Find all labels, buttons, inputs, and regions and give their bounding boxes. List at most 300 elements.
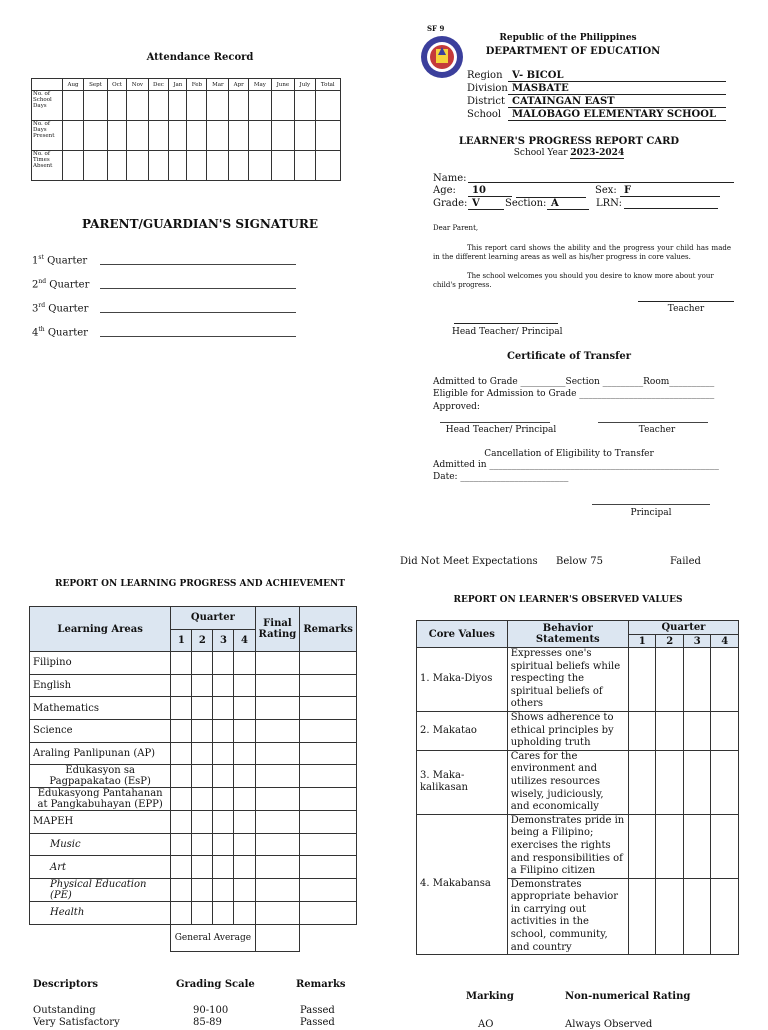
lp-subject-row — [30, 856, 357, 879]
attendance-row-label: No. of Days Present — [32, 121, 63, 151]
lp-grade-cell[interactable] — [255, 878, 300, 901]
age-label: Age: — [433, 185, 456, 196]
lp-quarter-4: 4 — [234, 629, 255, 652]
lp-grade-cell[interactable] — [171, 765, 192, 788]
lp-subject-name: MAPEH — [30, 811, 171, 834]
attendance-cell[interactable] — [127, 151, 148, 181]
grading-scale: 85-89 — [193, 1017, 222, 1028]
lp-subject-row — [30, 878, 357, 901]
attendance-cell[interactable] — [84, 91, 108, 121]
lp-grade-cell[interactable] — [300, 742, 357, 765]
division-value: MASBATE — [508, 83, 726, 95]
lp-grade-cell[interactable] — [192, 742, 213, 765]
lp-grade-cell[interactable] — [255, 833, 300, 856]
attendance-title: Attendance Record — [146, 52, 254, 63]
observed-values-table — [416, 620, 739, 955]
lrn-line[interactable] — [624, 208, 718, 209]
lp-general-average-label: General Average — [171, 924, 255, 951]
signature-quarter-word: Quarter — [49, 279, 90, 291]
sex-value: F — [620, 185, 720, 197]
signature-line[interactable] — [100, 336, 296, 337]
ov-behavior-statement: Cares for the environment and utilizes resources wisely, judiciously, and economically — [507, 750, 628, 814]
lp-subject-row — [30, 742, 357, 765]
attendance-cell[interactable] — [169, 91, 187, 121]
attendance-cell[interactable] — [107, 91, 126, 121]
attendance-cell[interactable] — [63, 121, 84, 151]
signature-quarter-label — [32, 302, 88, 314]
signature-quarter-word: Quarter — [48, 303, 89, 315]
lp-grade-cell[interactable] — [234, 856, 255, 879]
attendance-cell[interactable] — [229, 91, 249, 121]
department-text: DEPARTMENT OF EDUCATION — [485, 46, 661, 57]
attendance-cell[interactable] — [271, 151, 294, 181]
cancellation-admitted-in: Admitted in ___________________________________________________ — [433, 460, 719, 470]
lp-grade-cell[interactable] — [213, 811, 234, 834]
lp-grade-cell[interactable] — [192, 878, 213, 901]
lp-grade-cell[interactable] — [192, 833, 213, 856]
ov-body — [417, 648, 739, 955]
lp-grade-cell[interactable] — [300, 765, 357, 788]
transfer-head-line — [440, 422, 550, 423]
attendance-cell[interactable] — [107, 151, 126, 181]
ov-rating-cell[interactable] — [656, 711, 684, 750]
signature-quarter-sup: th — [38, 326, 45, 333]
attendance-cell[interactable] — [187, 121, 207, 151]
lp-grade-cell[interactable] — [300, 788, 357, 811]
attendance-month-9: May — [249, 79, 272, 91]
lp-grade-cell[interactable] — [192, 719, 213, 742]
lp-grade-cell[interactable] — [192, 697, 213, 720]
lp-grade-cell[interactable] — [300, 674, 357, 697]
attendance-cell[interactable] — [229, 151, 249, 181]
lp-grade-cell[interactable] — [171, 674, 192, 697]
attendance-corner — [32, 79, 63, 91]
lp-grade-cell[interactable] — [192, 856, 213, 879]
school-year-label: School Year — [513, 148, 568, 158]
lp-grade-cell[interactable] — [255, 856, 300, 879]
lp-subject-name: Science — [30, 719, 171, 742]
signature-line[interactable] — [100, 312, 296, 313]
attendance-row — [32, 151, 341, 181]
lp-grade-cell[interactable] — [255, 674, 300, 697]
marking-rating: Always Observed — [565, 1019, 653, 1030]
attendance-month-12: Total — [315, 79, 340, 91]
ov-rating-cell[interactable] — [628, 711, 656, 750]
lp-subject-name: Edukasyong Pantahanan at Pangkabuhayan (EPP) — [30, 788, 171, 811]
ov-core-value: 4. Makabansa — [417, 814, 508, 955]
attendance-body — [32, 91, 341, 181]
lp-grade-cell[interactable] — [192, 765, 213, 788]
grading-col-remarks: Remarks — [296, 979, 346, 990]
ov-col-core: Core Values — [417, 621, 508, 648]
lp-grade-cell[interactable] — [255, 788, 300, 811]
signature-quarter-num: 1 — [32, 255, 39, 267]
signature-quarter-word: Quarter — [47, 327, 88, 339]
lp-grade-cell[interactable] — [255, 719, 300, 742]
lp-grade-cell[interactable] — [300, 833, 357, 856]
lp-col-final: Final Rating — [255, 607, 300, 652]
lp-grade-cell[interactable] — [234, 697, 255, 720]
transfer-approved: Approved: — [433, 402, 480, 412]
lp-subject-row — [30, 652, 357, 675]
lp-grade-cell[interactable] — [171, 697, 192, 720]
attendance-month-2: Oct — [107, 79, 126, 91]
lp-grade-cell[interactable] — [300, 697, 357, 720]
ov-core-value: 1. Maka-Diyos — [417, 648, 508, 712]
lp-grade-cell[interactable] — [213, 788, 234, 811]
lp-grade-cell[interactable] — [255, 811, 300, 834]
ov-rating-cell[interactable] — [656, 750, 684, 814]
attendance-cell[interactable] — [315, 91, 340, 121]
lp-subject-name: Health — [30, 901, 171, 924]
ov-rating-cell[interactable] — [628, 750, 656, 814]
ov-rating-cell[interactable] — [628, 814, 656, 878]
signature-quarter-num: 2 — [32, 279, 39, 291]
attendance-row — [32, 121, 341, 151]
rating-descriptor: Did Not Meet Expectations — [400, 556, 538, 567]
attendance-cell[interactable] — [207, 91, 229, 121]
signature-quarter-sup: st — [38, 254, 44, 261]
ov-row — [417, 648, 739, 712]
transfer-title: Certificate of Transfer — [506, 351, 632, 362]
marking-col-marking: Marking — [466, 991, 514, 1002]
signature-quarter-num: 4 — [32, 327, 39, 339]
signature-quarter-label — [32, 254, 87, 266]
age-value: 10 — [468, 185, 512, 197]
district-value: CATAINGAN EAST — [508, 96, 726, 108]
ov-col-quarter: Quarter — [628, 621, 738, 635]
region-value: V- BICOL — [508, 70, 726, 82]
lp-col-quarter: Quarter — [171, 607, 255, 630]
ov-quarter-4: 4 — [711, 635, 739, 648]
lp-grade-cell[interactable] — [300, 878, 357, 901]
form-code: SF 9 — [427, 24, 445, 33]
lp-grade-cell[interactable] — [234, 742, 255, 765]
signature-quarter-label — [32, 326, 88, 338]
attendance-month-7: Mar — [207, 79, 229, 91]
principal-line — [592, 504, 710, 505]
lp-subject-name: Music — [30, 833, 171, 856]
district-label: District — [467, 96, 505, 107]
lp-grade-cell[interactable] — [234, 652, 255, 675]
attendance-table — [31, 78, 341, 181]
sex-label: Sex: — [595, 185, 617, 196]
school-label: School — [467, 109, 502, 120]
attendance-cell[interactable] — [229, 121, 249, 151]
attendance-month-0: Aug — [63, 79, 84, 91]
lp-general-average-value[interactable] — [255, 924, 300, 951]
marking-code: AO — [478, 1019, 494, 1030]
attendance-month-10: June — [271, 79, 294, 91]
attendance-row — [32, 91, 341, 121]
lp-subject-row — [30, 674, 357, 697]
lp-grade-cell[interactable] — [213, 878, 234, 901]
ov-behavior-statement: Shows adherence to ethical principles by upholding truth — [507, 711, 628, 750]
grading-scale: 90-100 — [193, 1005, 229, 1016]
deped-seal-icon — [420, 35, 464, 79]
grading-col-descriptors: Descriptors — [33, 979, 98, 990]
attendance-cell[interactable] — [249, 151, 272, 181]
lp-grade-cell[interactable] — [171, 833, 192, 856]
signature-quarter-sup: rd — [38, 302, 46, 309]
grading-descriptor: Very Satisfactory — [33, 1017, 120, 1028]
lp-blank — [30, 924, 171, 951]
school-year-line — [430, 148, 708, 159]
lp-grade-cell[interactable] — [213, 742, 234, 765]
ov-row — [417, 750, 739, 814]
rating-remark: Failed — [670, 556, 701, 567]
transfer-eligible: Eligible for Admission to Grade ______________________________ — [433, 389, 715, 399]
lp-grade-cell[interactable] — [300, 901, 357, 924]
attendance-cell[interactable] — [63, 151, 84, 181]
ov-rating-cell[interactable] — [628, 648, 656, 712]
marking-col-rating: Non-numerical Rating — [565, 991, 691, 1002]
attendance-cell[interactable] — [127, 121, 148, 151]
lp-grade-cell[interactable] — [171, 719, 192, 742]
lp-grade-cell[interactable] — [255, 901, 300, 924]
republic-text: Republic of the Philippines — [499, 33, 637, 43]
ov-core-value: 3. Maka-kalikasan — [417, 750, 508, 814]
lp-quarter-3: 3 — [213, 629, 234, 652]
cancellation-title: Cancellation of Eligibility to Transfer — [484, 449, 654, 459]
grading-col-scale: Grading Scale — [176, 979, 255, 990]
lp-grade-cell[interactable] — [234, 811, 255, 834]
attendance-cell[interactable] — [207, 121, 229, 151]
principal-label: Principal — [630, 508, 672, 518]
ov-core-value: 2. Makatao — [417, 711, 508, 750]
ov-row — [417, 711, 739, 750]
transfer-head-teacher: Head Teacher/ Principal — [445, 425, 557, 435]
lp-subject-row — [30, 788, 357, 811]
lp-grade-cell[interactable] — [213, 833, 234, 856]
lp-body — [30, 652, 357, 951]
head-teacher-label: Head Teacher/ Principal — [452, 327, 563, 337]
attendance-cell[interactable] — [63, 91, 84, 121]
attendance-cell[interactable] — [169, 151, 187, 181]
lp-grade-cell[interactable] — [171, 901, 192, 924]
attendance-month-6: Feb — [187, 79, 207, 91]
lp-subject-name: Araling Panlipunan (AP) — [30, 742, 171, 765]
report-para-2: The school welcomes you should you desire to know more about your child's progress. — [433, 272, 714, 289]
attendance-row-label: No. of Times Absent — [32, 151, 63, 181]
grading-descriptor: Outstanding — [33, 1005, 96, 1016]
lp-grade-cell[interactable] — [234, 878, 255, 901]
attendance-month-8: Apr — [229, 79, 249, 91]
grade-label: Grade: — [433, 198, 468, 209]
lp-subject-row — [30, 811, 357, 834]
attendance-cell[interactable] — [148, 151, 169, 181]
lp-subject-row — [30, 697, 357, 720]
division-label: Division — [467, 83, 508, 94]
attendance-month-4: Dec — [148, 79, 169, 91]
attendance-cell[interactable] — [271, 121, 294, 151]
attendance-cell[interactable] — [187, 151, 207, 181]
ov-rating-cell[interactable] — [711, 814, 739, 878]
lp-grade-cell[interactable] — [234, 833, 255, 856]
ov-col-behavior: Behavior Statements — [507, 621, 628, 648]
signature-quarter-sup: nd — [38, 278, 47, 285]
name-line[interactable] — [468, 182, 734, 183]
lp-grade-cell[interactable] — [192, 674, 213, 697]
lp-grade-cell[interactable] — [255, 742, 300, 765]
ov-rating-cell[interactable] — [683, 648, 711, 712]
lp-subject-row — [30, 901, 357, 924]
attendance-cell[interactable] — [295, 151, 316, 181]
cancellation-date: Date: ________________________ — [433, 472, 569, 482]
lp-subject-name: English — [30, 674, 171, 697]
lp-grade-cell[interactable] — [300, 811, 357, 834]
ov-row — [417, 814, 739, 878]
attendance-cell[interactable] — [187, 91, 207, 121]
learning-progress-title: REPORT ON LEARNING PROGRESS AND ACHIEVEMENT — [55, 579, 345, 589]
ov-rating-cell[interactable] — [711, 750, 739, 814]
lrn-label: LRN: — [596, 198, 622, 209]
attendance-month-5: Jan — [169, 79, 187, 91]
lp-grade-cell[interactable] — [171, 652, 192, 675]
attendance-cell[interactable] — [127, 91, 148, 121]
lp-grade-cell[interactable] — [171, 811, 192, 834]
attendance-cell[interactable] — [295, 121, 316, 151]
lp-grade-cell[interactable] — [213, 901, 234, 924]
lp-grade-cell[interactable] — [300, 719, 357, 742]
lp-subject-name: Filipino — [30, 652, 171, 675]
ov-rating-cell[interactable] — [656, 648, 684, 712]
lp-grade-cell[interactable] — [255, 697, 300, 720]
attendance-cell[interactable] — [169, 121, 187, 151]
school-year-value: 2023-2024 — [570, 148, 625, 158]
ov-behavior-statement: Expresses one's spiritual beliefs while respecting the spiritual beliefs of others — [507, 648, 628, 712]
lp-grade-cell[interactable] — [234, 788, 255, 811]
signature-quarter-num: 3 — [32, 303, 39, 315]
lp-header-row-1 — [30, 607, 357, 630]
signature-line[interactable] — [100, 288, 296, 289]
ov-quarter-1: 1 — [628, 635, 656, 648]
ov-rating-cell[interactable] — [683, 750, 711, 814]
lp-grade-cell[interactable] — [255, 652, 300, 675]
teacher-label: Teacher — [667, 304, 705, 314]
lp-subject-row — [30, 719, 357, 742]
attendance-cell[interactable] — [315, 151, 340, 181]
ov-rating-cell[interactable] — [628, 878, 656, 955]
lp-grade-cell[interactable] — [171, 856, 192, 879]
teacher-sign-line — [638, 301, 734, 302]
ov-quarter-3: 3 — [683, 635, 711, 648]
lp-subject-row — [30, 833, 357, 856]
lp-grade-cell[interactable] — [300, 856, 357, 879]
ov-rating-cell[interactable] — [683, 711, 711, 750]
school-value: MALOBAGO ELEMENTARY SCHOOL — [508, 109, 726, 121]
transfer-teacher: Teacher — [638, 425, 676, 435]
report-card-title: LEARNER'S PROGRESS REPORT CARD — [458, 136, 680, 147]
attendance-month-3: Nov — [127, 79, 148, 91]
lp-grade-cell[interactable] — [192, 652, 213, 675]
ov-behavior-statement: Demonstrates appropriate behavior in carrying out activities in the school, community, and country — [507, 878, 628, 955]
attendance-cell[interactable] — [249, 121, 272, 151]
head-teacher-sign-line — [454, 323, 558, 324]
lp-grade-cell[interactable] — [192, 901, 213, 924]
grading-remark: Passed — [300, 1017, 335, 1028]
attendance-header-row — [32, 79, 341, 91]
attendance-row-label: No. of School Days — [32, 91, 63, 121]
attendance-cell[interactable] — [295, 91, 316, 121]
observed-values-title: REPORT ON LEARNER'S OBSERVED VALUES — [453, 595, 683, 605]
signature-quarter-word: Quarter — [47, 255, 88, 267]
lp-quarter-1: 1 — [171, 629, 192, 652]
ov-header-row-1 — [417, 621, 739, 635]
lp-grade-cell[interactable] — [234, 901, 255, 924]
report-para-1: This report card shows the ability and the progress your child has made in the different learning areas as well as his/her progress in core values. — [433, 244, 731, 261]
ov-rating-cell[interactable] — [683, 878, 711, 955]
lp-quarter-2: 2 — [192, 629, 213, 652]
learning-progress-table — [29, 606, 357, 952]
attendance-cell[interactable] — [84, 151, 108, 181]
attendance-cell[interactable] — [315, 121, 340, 151]
ov-rating-cell[interactable] — [656, 878, 684, 955]
lp-grade-cell[interactable] — [171, 878, 192, 901]
lp-blank — [300, 924, 357, 951]
lp-grade-cell[interactable] — [171, 742, 192, 765]
ov-rating-cell[interactable] — [711, 711, 739, 750]
lp-grade-cell[interactable] — [213, 652, 234, 675]
name-label: Name: — [433, 173, 467, 184]
lp-grade-cell[interactable] — [213, 856, 234, 879]
lp-col-areas: Learning Areas — [30, 607, 171, 652]
ov-behavior-statement: Demonstrates pride in being a Filipino; exercises the rights and responsibilities of a Filipino citizen — [507, 814, 628, 878]
lp-grade-cell[interactable] — [300, 652, 357, 675]
signature-line[interactable] — [100, 264, 296, 265]
lp-grade-cell[interactable] — [213, 719, 234, 742]
attendance-cell[interactable] — [148, 91, 169, 121]
lp-grade-cell[interactable] — [234, 674, 255, 697]
transfer-teacher-line — [598, 422, 708, 423]
lp-subject-row — [30, 765, 357, 788]
lp-grade-cell[interactable] — [255, 765, 300, 788]
grade-value: V — [468, 198, 504, 210]
ov-rating-cell[interactable] — [711, 878, 739, 955]
attendance-cell[interactable] — [148, 121, 169, 151]
dear-parent: Dear Parent, — [433, 224, 479, 232]
lp-grade-cell[interactable] — [213, 765, 234, 788]
transfer-admitted-grade: Admitted to Grade __________Section _________Room__________ — [433, 377, 715, 387]
ov-rating-cell[interactable] — [683, 814, 711, 878]
lp-grade-cell[interactable] — [213, 697, 234, 720]
lp-subject-name: Edukasyon sa Pagpapakatao (EsP) — [30, 765, 171, 788]
attendance-cell[interactable] — [249, 91, 272, 121]
lp-grade-cell[interactable] — [234, 765, 255, 788]
attendance-month-11: July — [295, 79, 316, 91]
section-label: Section: — [505, 198, 547, 209]
lp-grade-cell[interactable] — [234, 719, 255, 742]
lp-col-remarks: Remarks — [300, 607, 357, 652]
lp-general-average-row — [30, 924, 357, 951]
lp-grade-cell[interactable] — [192, 811, 213, 834]
lp-subject-name: Art — [30, 856, 171, 879]
attendance-cell[interactable] — [207, 151, 229, 181]
ov-rating-cell[interactable] — [711, 648, 739, 712]
signature-quarter-label — [32, 278, 89, 290]
attendance-cell[interactable] — [107, 121, 126, 151]
lp-grade-cell[interactable] — [213, 674, 234, 697]
lp-grade-cell[interactable] — [171, 788, 192, 811]
parent-signature-title: PARENT/GUARDIAN'S SIGNATURE — [82, 217, 318, 231]
region-label: Region — [467, 70, 503, 81]
lp-grade-cell[interactable] — [192, 788, 213, 811]
ov-rating-cell[interactable] — [656, 814, 684, 878]
section-value: A — [547, 198, 589, 210]
attendance-cell[interactable] — [271, 91, 294, 121]
attendance-month-1: Sept — [84, 79, 108, 91]
attendance-cell[interactable] — [84, 121, 108, 151]
